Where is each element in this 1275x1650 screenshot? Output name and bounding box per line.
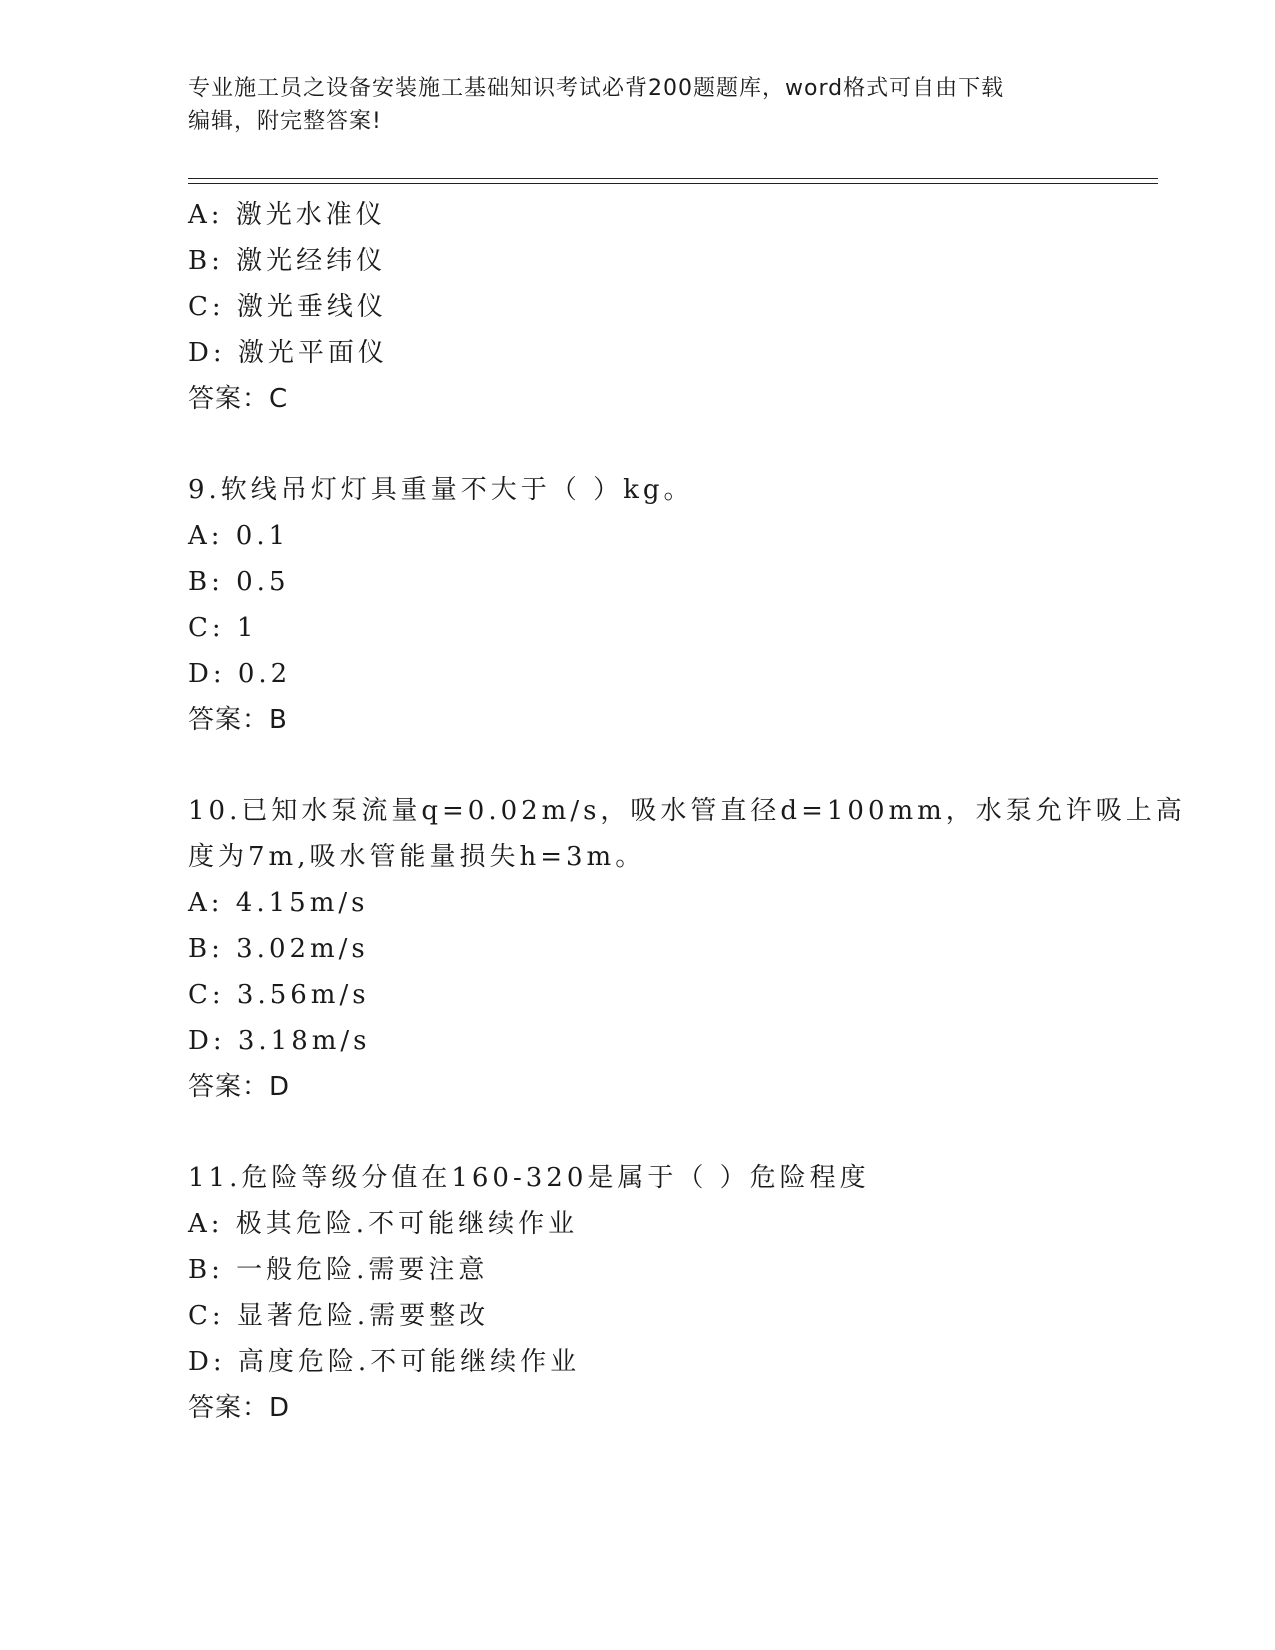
answer: 答案：C bbox=[188, 384, 289, 414]
answer: 答案：D bbox=[188, 1072, 291, 1102]
header-line-2: 编辑，附完整答案! bbox=[188, 109, 382, 134]
option-b: B: 激光经纬仪 bbox=[188, 246, 387, 276]
spacer bbox=[188, 743, 1158, 788]
spacer bbox=[188, 422, 1158, 467]
question-11 bbox=[188, 1155, 1158, 1431]
question-9 bbox=[188, 467, 1158, 743]
option-a: A: 极其危险.不可能继续作业 bbox=[188, 1209, 579, 1239]
option-c: C: 1 bbox=[188, 613, 258, 643]
answer: 答案：D bbox=[188, 1393, 291, 1423]
option-c: C: 显著危险.需要整改 bbox=[188, 1301, 490, 1331]
option-d: D: 0.2 bbox=[188, 659, 292, 689]
question-stem-line-2: 度为7m,吸水管能量损失h=3m。 bbox=[188, 842, 646, 872]
document-header bbox=[188, 72, 1088, 138]
option-a: A: 4.15m/s bbox=[188, 888, 369, 918]
header-divider-bottom bbox=[188, 183, 1158, 184]
option-a: A: 激光水准仪 bbox=[188, 200, 386, 230]
question-stem-line-1: 10.已知水泵流量q=0.02m/s，吸水管直径d=100mm，水泵允许吸上高 bbox=[188, 796, 1186, 826]
question-8 bbox=[188, 192, 1158, 422]
option-d: D: 高度危险.不可能继续作业 bbox=[188, 1347, 581, 1377]
option-b: B: 0.5 bbox=[188, 567, 290, 597]
option-c: C: 激光垂线仪 bbox=[188, 292, 387, 322]
spacer bbox=[188, 1110, 1158, 1155]
question-stem: 11.危险等级分值在160-320是属于（ ）危险程度 bbox=[188, 1163, 870, 1193]
question-10 bbox=[188, 788, 1186, 1110]
option-d: D: 3.18m/s bbox=[188, 1026, 371, 1056]
option-d: D: 激光平面仪 bbox=[188, 338, 388, 368]
header-line-1: 专业施工员之设备安装施工基础知识考试必背200题题库，word格式可自由下载 bbox=[188, 76, 1005, 101]
option-b: B: 一般危险.需要注意 bbox=[188, 1255, 489, 1285]
answer: 答案：B bbox=[188, 705, 288, 735]
question-list bbox=[188, 192, 1186, 1431]
header-divider-top bbox=[188, 178, 1158, 179]
option-a: A: 0.1 bbox=[188, 521, 290, 551]
option-b: B: 3.02m/s bbox=[188, 934, 369, 964]
question-stem: 9.软线吊灯灯具重量不大于（ ）kg。 bbox=[188, 475, 694, 505]
option-c: C: 3.56m/s bbox=[188, 980, 370, 1010]
